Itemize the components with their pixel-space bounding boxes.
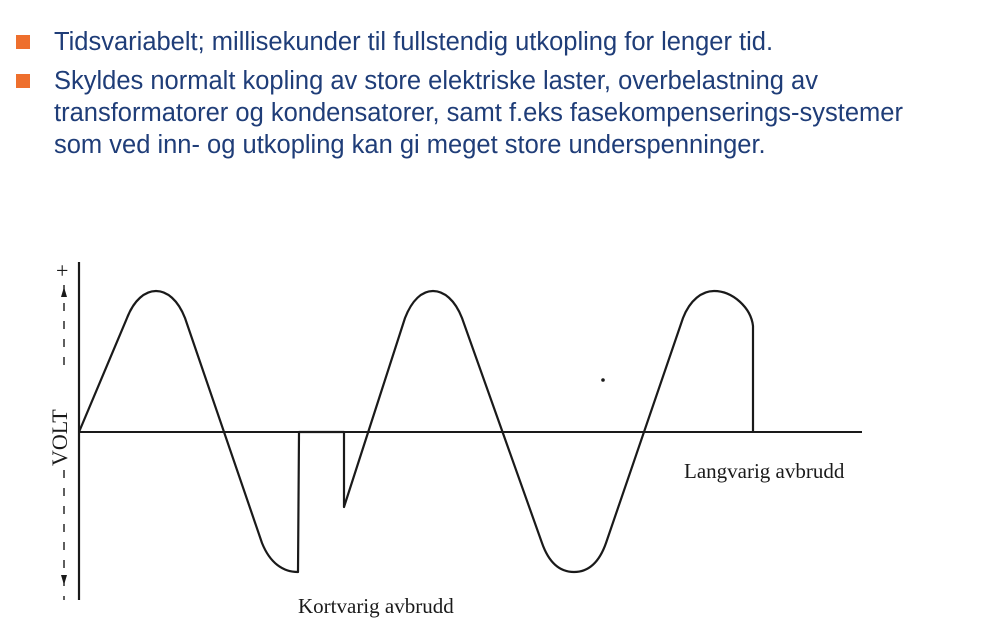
y-axis-label: VOLT: [47, 409, 72, 466]
bullet-text: Tidsvariabelt; millisekunder til fullstendig utkopling for lenger tid.: [54, 28, 774, 56]
short-interruption-label: Kortvarig avbrudd: [298, 594, 454, 618]
up-arrow-icon: [61, 287, 67, 297]
stray-dot: [601, 378, 605, 382]
long-interruption-label: Langvarig avbrudd: [684, 459, 845, 483]
bullet-text: Skyldes normalt kopling av store elektriske laster, overbelastning av transformatorer og kondensatorer, samt f.eks fasekompenserings-systemer som ved inn- og utkopling kan gi meget store underspenninger.: [54, 67, 903, 159]
plus-sign: +: [56, 258, 69, 283]
down-arrow-icon: [61, 575, 67, 585]
